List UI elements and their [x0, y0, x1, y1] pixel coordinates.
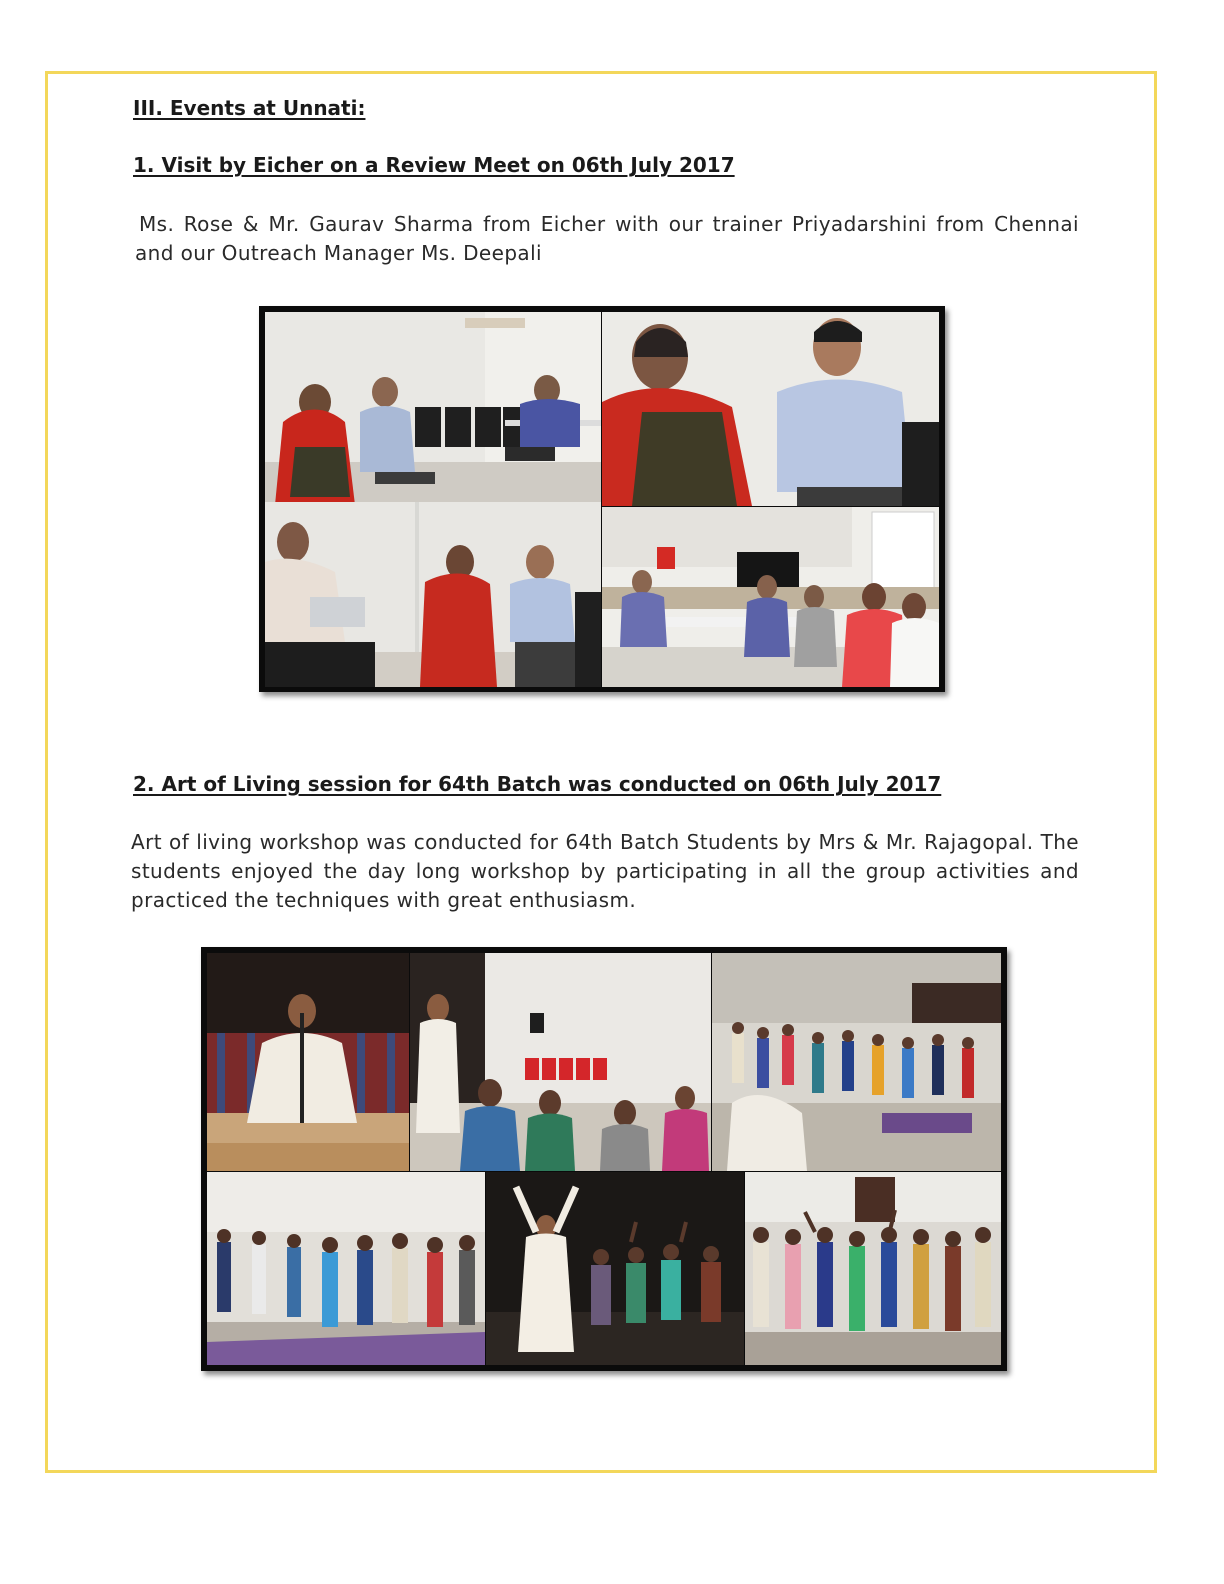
photo-instructor-on-stage — [207, 953, 409, 1171]
photo-meeting-room-group — [265, 312, 601, 505]
event1-heading: 1. Visit by Eicher on a Review Meet on 06th July 2017 — [133, 153, 735, 177]
photo-review-meet — [602, 507, 939, 687]
photo-arms-raised — [486, 1172, 744, 1365]
photo-students-standing — [207, 1172, 485, 1365]
event1-description: Ms. Rose & Mr. Gaurav Sharma from Eicher with our trainer Priyadarshini from Chennai and our Outreach Manager Ms. Deepali — [135, 212, 1079, 265]
event2-description: Art of living workshop was conducted for 64th Batch Students by Mrs & Mr. Rajagopal. The students enjoyed the day long workshop by participating in all the group activities and practiced the techniques with great enthusiasm. — [131, 830, 1079, 912]
photo-discussion — [265, 502, 601, 687]
section-heading: III. Events at Unnati: — [133, 96, 366, 120]
event2-heading: 2. Art of Living session for 64th Batch was conducted on 06th July 2017 — [133, 772, 942, 796]
event1-photo-collage — [259, 306, 945, 692]
photo-girls-exercise — [745, 1172, 1001, 1365]
photo-group-exercise — [712, 953, 1001, 1171]
event2-photo-collage — [201, 947, 1007, 1371]
photo-visitors-closeup — [602, 312, 939, 506]
photo-students-seated — [410, 953, 711, 1171]
